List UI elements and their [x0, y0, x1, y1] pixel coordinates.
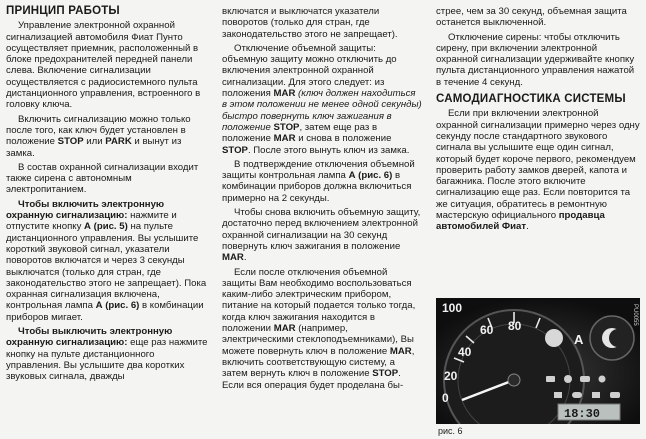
- instrument-cluster-photo: [436, 298, 640, 424]
- paragraph: стрее, чем за 30 секунд, объемная защита останется выключенной.: [436, 6, 627, 29]
- speed-tick-label: 60: [480, 323, 494, 337]
- paragraph: В подтверждение отключения объемной защиты контрольная лампа А (рис. 6) в комбинации приборов должна включиться примерно на 2 секунды.: [222, 158, 415, 204]
- paragraph: Включить сигнализацию можно только после того, как ключ будет установлен в положение STOP или PARK и вынут из замка.: [6, 113, 191, 159]
- column-1: [6, 6, 209, 386]
- subheading-disable: Чтобы выключить электронную охранную сигнализацию:: [6, 326, 173, 349]
- instrument-cluster-illustration: [436, 298, 640, 424]
- paragraph: В состав охранной сигнализации входит также сирена с автономным электропитанием.: [6, 161, 199, 196]
- section-heading-selfdiag: САМОДИАГНОСТИКА СИСТЕМЫ: [436, 93, 626, 106]
- paragraph: Чтобы выключить электронную охранную сигнализацию: еще раз нажмите кнопку на пульте дистанционного управления. Вы услышите два коротких звуковых сигнала, дважды: [6, 326, 208, 383]
- odometer-readout: 18:30: [564, 407, 601, 421]
- figure-caption: рис. 6: [438, 426, 463, 436]
- column-3: [436, 6, 640, 236]
- section-heading-principle: ПРИНЦИП РАБОТЫ: [6, 5, 120, 17]
- paragraph: Отключение объемной защиты: объемную защиту можно отключить до включения электронной охранной сигнализации. Для этого следует: из положения MAR (ключ должен находиться в этом положении не менее одной секунды) быстро повернуть ключ зажигания в положение STOP, затем еще раз в положение MAR и снова в положение STOP. После этого вынуть ключ из замка.: [222, 42, 422, 156]
- paragraph: Чтобы снова включить объемную защиту, достаточно перед включением электронной охранной сигнализации на 30 секунд повернуть ключ зажигания в положение MAR.: [222, 207, 421, 264]
- paragraph: Отключение сирены: чтобы отключить сирену, при включении электронной охранной сигнализации удерживайте кнопку пульта дистанционного управления нажатой в течение 4 секунд.: [436, 31, 635, 88]
- paragraph: включатся и выключатся указатели поворотов (только для стран, где законодательство этого не запрещает).: [222, 6, 398, 40]
- column-2: [222, 6, 422, 394]
- speed-tick-label: 100: [442, 301, 463, 315]
- speed-tick-label: 40: [458, 345, 472, 359]
- paragraph: Чтобы включить электронную охранную сигнализацию: нажмите и отпустите кнопку А (рис. 5) на пульте дистанционного управления. Вы услышите короткий звуковой сигнал, указатели поворотов включатся и через 3 секунды выключатся (только для стран, где законодательство этого не запрещает). Пока охранная сигнализация включена, контрольная лампа А (рис. 6) в комбинации приборов мигает.: [6, 198, 207, 323]
- figure-stamp: PU0055: [632, 304, 638, 326]
- speed-tick-label: 20: [444, 369, 458, 383]
- speed-tick-label: 80: [508, 319, 522, 333]
- speed-tick-label: 0: [442, 391, 449, 405]
- alarm-lamp-icon: [545, 329, 563, 347]
- lamp-label: A: [574, 332, 584, 347]
- subheading-enable: Чтобы включить электронную охранную сигнализацию:: [6, 198, 165, 222]
- paragraph: Если после отключения объемной защиты Вам необходимо воспользоваться каким-либо электрическим прибором, питание на который подается только тогда, когда ключ зажигания находится в положении MAR (например, электрическими стеклоподъемниками), Вы можете повернуть ключ в положение MAR, включить соответствующую систему, а затем вернуть ключ в положение STOP. Если вся операция будет проделана бы-: [222, 266, 416, 391]
- paragraph: Управление электронной охранной сигнализацией автомобиля Фиат Пунто осуществляет приемник, расположенный в блоке предохранителей передней панели слева. Включение сигнализации осуществляется с радиосистемного пульта дистанционного управления, встроенного в головку ключа.: [6, 20, 201, 111]
- paragraph: Если при включении электронной охранной сигнализации примерно через одну секунду после стандартного звукового сигнала вы услышите еще один сигнал, который будет короче первого, рекомендуем проверить работу замков дверей, капота и багажника. После этого включите сигнализацию еще раз. Если повторится та же ситуация, обратитесь в ремонтную мастерскую официального продавца автомобилей Фиат.: [436, 108, 640, 233]
